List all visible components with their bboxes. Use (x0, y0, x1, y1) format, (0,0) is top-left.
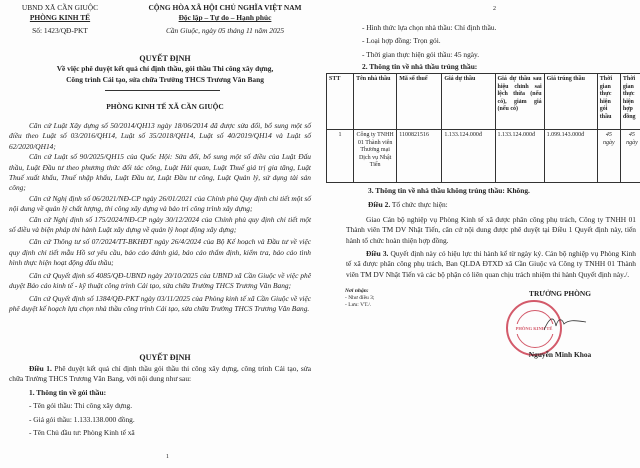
article-body: Giao Cán bộ nghiệp vụ Phòng Kinh tế xã được phân công phụ trách, Công ty TNHH 01 Thành viên TM DV Nhật Tiến, căn cứ nội dung được phê duyệt tại Điều 1 Quyết định này, tiến hành tổ chức hoàn thiện hợp đồng. (346, 214, 636, 245)
column-header: Tên nhà thầu (354, 74, 397, 130)
cell-bid-price: 1.133.124.000đ (442, 130, 495, 183)
basis: Căn cứ Luật số 90/2025/QH15 của Quốc Hội: Sửa đổi, bổ sung một số điều của Luật Đấu thầu, Luật Đầu tư theo phương thức đối tác công, Luật Hải quan, Luật Thuế giá trị gia tăng, Luật Thuế xuất khẩu, Thuế nhập khẩu, Luật Đầu tư, Luật Đầu tư công, Luật Quản lý, sử dụng tài sản công; (9, 152, 311, 193)
table-header-row (327, 74, 640, 130)
basis: Căn cứ Luật Xây dựng số 50/2014/QH13 ngày 18/06/2014 đã được sửa đổi, bổ sung một số điều theo Luật số 03/2016/QH14, Luật số 35/2018/QH14, Luật số 40/2019/QH14 và Luật số 62/2020/QH14; (9, 121, 311, 151)
column-header: STT (327, 74, 354, 130)
list-item: - Thời gian thực hiện gói thầu: 45 ngày. (362, 49, 480, 59)
legal-bases (9, 121, 311, 314)
doc-title (0, 54, 330, 85)
table-row (327, 130, 640, 183)
column-header: Thời gian thực hiện hợp đồng (620, 74, 640, 130)
section-heading: 1. Thông tin về gói thầu: (29, 387, 107, 397)
place-date: Cần Giuộc, ngày 05 tháng 11 năm 2025 (165, 25, 285, 35)
articles-2-3 (346, 186, 636, 280)
article-label: Điều 3. (366, 249, 389, 259)
header-left (5, 3, 115, 36)
section-heading: 3. Thông tin về nhà thầu không trúng thầu: Không. (368, 186, 530, 195)
official-stamp: PHÒNG KINH TẾ (506, 300, 562, 356)
list-item: - Loại hợp đồng: Trọn gói. (362, 36, 441, 46)
cell-tax-code: 1100821516 (397, 130, 442, 183)
title: QUYẾT ĐỊNH (139, 54, 191, 63)
cell-stt: 1 (327, 130, 354, 183)
article-text: Tổ chức thực hiện: (390, 200, 448, 210)
basis: Căn cứ Thông tư số 07/2024/TT-BKHĐT ngày 26/4/2024 của Bộ Kế hoạch và Đầu tư về việc quy định chi tiết mẫu Hồ sơ yêu cầu, báo cáo đánh giá, báo cáo thẩm định, kiểm tra, báo cáo tình hình thực hiện hoạt động đấu thầu; (9, 237, 311, 268)
basis: Căn cứ Nghị định số 175/2024/NĐ-CP ngày 30/12/2024 của Chính phủ quy định chi tiết một số điều và biện pháp thi hành Luật xây dựng về quản lý hoạt động xây dựng; (9, 214, 311, 235)
recipient: - Lưu: VT./. (345, 302, 372, 308)
column-header: Giá dự thầu sau hiệu chỉnh sai lệch thừa (nếu có), giảm giá (nếu có) (495, 74, 544, 130)
basis: Căn cứ Quyết định số 1384/QĐ-PKT ngày 03/11/2025 của Phòng kinh tế xã Cần Giuộc về việc phê duyệt kế hoạch lựa chọn nhà thầu công trình Cải tạo, sửa chữa Trường THCS Trương Văn Bang. (9, 293, 311, 313)
subject-line-1: Về việc phê duyệt kết quả chỉ định thầu, gói thầu Thi công xây dựng, (56, 64, 274, 74)
basis: Căn cứ Nghị định số 06/2021/NĐ-CP ngày 26/01/2021 của Chính phủ Quy định chi tiết một số nội dung về quản lý chất lượng, thi công xây dựng và bảo trì công trình xây dựng; (9, 193, 311, 214)
authority: PHÒNG KINH TẾ XÃ CẦN GIUỘC (106, 102, 224, 111)
recipients (345, 288, 374, 309)
basis: Căn cứ Quyết định số 4085/QĐ-UBND ngày 20/10/2025 của UBND xã Cần Giuộc về việc phê duyệt Báo cáo kinh tế - kỹ thuật công trình Cải tạo, sửa chữa Trường THCS Trương Văn Bang; (9, 270, 311, 291)
article-label: Điều 2. (368, 200, 391, 210)
recipient: - Như điều 3; (345, 295, 375, 301)
header-right (130, 3, 320, 36)
cell-package-duration: 45 ngày (597, 130, 620, 183)
list-item: - Tên Chủ đầu tư: Phòng Kinh tế xã (29, 428, 135, 438)
section-heading: 2. Thông tin về nhà thầu trúng thầu: (362, 62, 478, 72)
package-info-cont (362, 23, 632, 73)
signer-title: TRƯỞNG PHÒNG (529, 289, 591, 298)
motto: Độc lập – Tự do – Hạnh phúc (178, 13, 272, 23)
article-text: Quyết định này có hiệu lực thi hành kể từ ngày ký. Cán bộ nghiệp vụ Phòng Kinh tế xã được phân công phụ trách, Ban QLDA ĐTXD xã Cần Giuộc và Công ty TNHH 01 Thành viên TM DV Nhật Tiến và các bộ phận có liên quan chịu trách nhiệm thi hành Quyết định này./. (346, 249, 636, 279)
cell-winning-price: 1.099.143.000đ (544, 130, 597, 183)
recipients-label: Nơi nhận: (345, 288, 369, 294)
decide-heading: QUYẾT ĐỊNH (139, 353, 191, 362)
cell-contract-duration: 45 ngày (620, 130, 640, 183)
list-item: - Hình thức lựa chọn nhà thầu: Chỉ định thầu. (362, 23, 497, 32)
agency: UBND XÃ CẦN GIUỘC (21, 3, 99, 12)
article-text: Phê duyệt kết quả chỉ định thầu gói thầu thi công xây dựng, công trình Cải tạo, sửa chữa Trường THCS Trương Văn Bang, với nội dung như sau: (9, 364, 311, 384)
column-header: Giá dự thầu (442, 74, 495, 130)
signer-name: Nguyễn Minh Khoa (528, 350, 592, 359)
signature (540, 312, 590, 336)
cell-adjusted-price: 1.133.124.000đ (495, 130, 544, 183)
article-1 (9, 364, 311, 438)
page-number: 2 (493, 6, 496, 12)
list-item: - Tên gói thầu: Thi công xây dựng. (29, 401, 133, 411)
winner-table (326, 73, 640, 183)
column-header: Giá trúng thầu (544, 74, 597, 130)
office: PHÒNG KINH TẾ (29, 13, 91, 23)
page-number: 1 (166, 454, 169, 460)
divider (105, 90, 220, 91)
column-header: Thời gian thực hiện gói thầu (597, 74, 620, 130)
list-item: - Giá gói thầu: 1.133.138.000 đồng. (29, 414, 135, 424)
document-number: Số: 1423/QĐ-PKT (32, 25, 88, 35)
article-label: Điều 1. (29, 364, 52, 373)
nation: CỘNG HÒA XÃ HỘI CHỦ NGHĨA VIỆT NAM (148, 3, 302, 12)
column-header: Mã số thuế (397, 74, 442, 130)
cell-contractor: Công ty TNHH 01 Thành viên Thương mại Dịch vụ Nhật Tiến (354, 130, 397, 183)
subject-line-2: Công trình Cải tạo, sửa chữa Trường THCS Trương Văn Bang (66, 74, 264, 84)
